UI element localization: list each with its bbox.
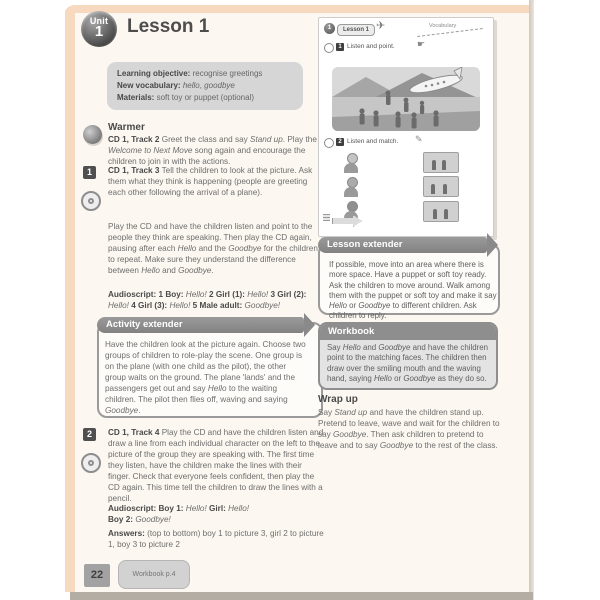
cd-icon <box>81 453 101 473</box>
objective-label: New vocabulary: <box>117 81 181 90</box>
workbook-ref-icon <box>323 214 330 221</box>
figure-silhouette <box>444 209 448 219</box>
unit-badge-number: 1 <box>94 23 104 40</box>
objective-line <box>117 68 293 80</box>
figure-silhouette <box>432 160 436 170</box>
step-2-number: 2 <box>83 428 96 441</box>
objectives-box <box>107 62 303 110</box>
match-portrait-boy-1 <box>343 153 359 173</box>
figure-silhouette <box>443 184 447 194</box>
pupil-book-page-thumbnail <box>318 17 494 237</box>
pupil-activity-2-number: 2 <box>336 138 344 146</box>
step-2-answers: Answers: (top to bottom) boy 1 to picture 3, girl 2 to picture 1, boy 3 to picture 2 <box>108 529 324 549</box>
portrait-shoulders <box>344 163 358 173</box>
workbook-header: Workbook <box>320 324 496 340</box>
objective-label: Learning objective: <box>117 69 191 78</box>
warmer-icon <box>83 125 102 144</box>
wrap-up-heading: Wrap up <box>318 394 358 405</box>
pupil-activity-2-label: Listen and match. <box>347 138 399 145</box>
objective-text: soft toy or puppet (optional) <box>156 93 254 102</box>
match-picture-2 <box>423 176 459 197</box>
pupil-activity-1-number: 1 <box>336 43 344 51</box>
cd-icon <box>324 43 334 53</box>
warmer-heading: Warmer <box>108 122 145 133</box>
pupil-vocabulary-label: Vocabulary <box>429 23 457 29</box>
objective-text: hello, goodbye <box>182 81 235 90</box>
pupil-activity-1-label: Listen and point. <box>347 43 395 50</box>
workbook-page-reference: Workbook p.4 <box>118 560 190 589</box>
match-picture-3 <box>423 201 459 222</box>
page-title: Lesson 1 <box>127 16 210 37</box>
figure-silhouette <box>433 209 437 219</box>
step-1-audioscript: Audioscript: 1 Boy: Hello! 2 Girl (1): Hello! 3 Girl (2): Hello! 4 Girl (3): Hello! 5 Male adult: Goodbye! <box>108 290 307 310</box>
lesson-extender-body: If possible, move into an area where there is more space. Have a puppet or soft toy ready. Ask the children to move around. Walk among them with the puppet or soft toy and make it say Hello or Goodbye to different children. Ask children to reply. <box>329 260 497 321</box>
cd-icon <box>324 138 334 148</box>
unit-badge <box>81 11 117 47</box>
figure-silhouette <box>431 184 435 194</box>
figure-silhouette <box>442 160 446 170</box>
match-picture-1 <box>423 152 459 173</box>
objective-text: recognise greetings <box>192 69 263 78</box>
workbook-body: Say Hello and Goodbye and have the children point to the matching faces. The children then draw over the smiling mouth and the waving hand, saying Hello or Goodbye as they do so. <box>327 343 489 383</box>
activity-extender-header: Activity extender <box>97 317 304 333</box>
page-frame-top <box>65 5 533 13</box>
page-frame-left <box>65 10 75 592</box>
objective-line <box>117 80 293 92</box>
scanned-page-edge <box>529 0 534 600</box>
step-2-body: CD 1, Track 4 Play the CD and have the children listen and draw a line from each individual character on the left to the picture of the group they are speaking with. The first time they listen, have the children make the lines with their finger. Check that everyone feels confident, then play the CD again. This time tell the children to draw the lines with a pencil. <box>108 428 324 503</box>
pupil-lesson-label: Lesson 1 <box>337 24 375 36</box>
pupil-unit-badge: 1 <box>324 23 335 34</box>
step-1-body: CD 1, Track 3 Tell the children to look at the picture. Ask them what they think is happening (people are greeting each other following the arrival of a plane). <box>108 166 313 197</box>
pencil-icon: ✎ <box>415 134 423 144</box>
portrait-shoulders <box>344 187 358 197</box>
pupil-book-scene-illustration <box>332 67 480 131</box>
pointing-hand-icon: ☛ <box>417 39 426 49</box>
warmer-body: CD 1, Track 2 Greet the class and say Stand up. Play the Welcome to Next Move song again and encourage the children to join in with the actions. <box>108 135 317 166</box>
match-portrait-girl <box>343 177 359 197</box>
cd-icon <box>81 191 101 211</box>
wrap-up-body: Say Stand up and have the children stand up. Pretend to leave, wave and wait for the children to say Goodbye. Then ask children to pretend to leave and to say Goodbye to the rest of the class. <box>318 408 500 450</box>
objective-line <box>117 92 293 104</box>
scanned-page-bottom-shadow <box>70 592 533 600</box>
step-1-number: 1 <box>83 166 96 179</box>
objective-label: Materials: <box>117 93 155 102</box>
lesson-extender-header: Lesson extender <box>318 237 487 253</box>
page-number: 22 <box>84 564 110 587</box>
step-2-audioscript: Audioscript: Boy 1: Hello! Girl: Hello! Boy 2: Goodbye! <box>108 504 250 524</box>
plane-icon: ✈ <box>376 20 386 32</box>
vocabulary-trail-line <box>417 28 483 37</box>
unit-badge-word: Unit <box>89 16 109 26</box>
workbook-box <box>318 322 498 390</box>
activity-extender-body: Have the children look at the picture again. Choose two groups of children to role-play the scene. One group is on the plane (with one child as the pilot), the other group waits on the ground. The plane 'lands' and the passengers get out and say Hello to the waiting children. The pilot then flies off, waving and saying Goodbye. <box>105 340 306 415</box>
step-1-body-2: Play the CD and have the children listen and point to the people they think are speaking. Then play the CD again, pausing after each Hello and the Goodbye for the children to repeat. Make sure they understand the difference between Hello and Goodbye. <box>108 222 318 275</box>
